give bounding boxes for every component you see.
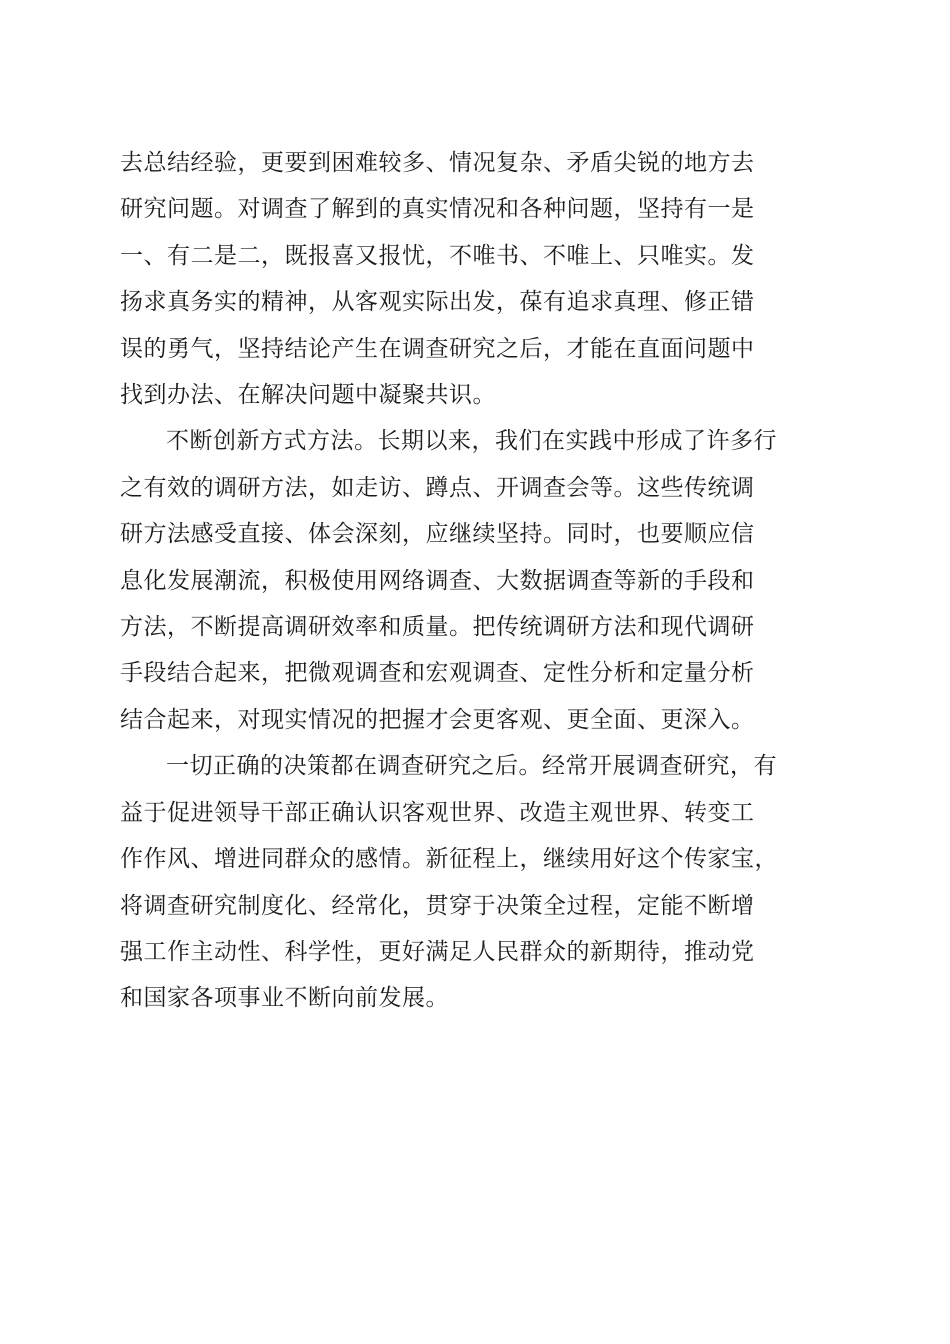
paragraph-line: 去总结经验，更要到困难较多、情况复杂、矛盾尖锐的地方去 bbox=[120, 150, 755, 176]
paragraph-1 bbox=[120, 140, 832, 418]
paragraph-line: 结合起来，对现实情况的把握才会更客观、更全面、更深入。 bbox=[120, 706, 755, 733]
paragraph-line: 方法，不断提高调研效率和质量。把传统调研方法和现代调研 bbox=[120, 614, 755, 641]
paragraph-line: 找到办法、在解决问题中凝聚共识。 bbox=[120, 382, 496, 409]
paragraph-line: 强工作主动性、科学性，更好满足人民群众的新期待，推动党 bbox=[120, 938, 755, 965]
paragraph-line: 和国家各项事业不断向前发展。 bbox=[120, 985, 449, 1012]
paragraph-line: 手段结合起来，把微观调查和宏观调查、定性分析和定量分析 bbox=[120, 660, 755, 687]
paragraph-2 bbox=[120, 418, 832, 743]
paragraph-line: 扬求真务实的精神，从客观实际出发，葆有追求真理、修正错 bbox=[120, 289, 755, 316]
paragraph-line: 不断创新方式方法。长期以来，我们在实践中形成了许多行 bbox=[166, 428, 777, 455]
paragraph-3 bbox=[120, 743, 832, 1021]
paragraph-line: 作作风、增进同群众的感情。新征程上，继续用好这个传家宝， bbox=[120, 846, 778, 873]
paragraph-line: 将调查研究制度化、经常化，贯穿于决策全过程，定能不断增 bbox=[120, 892, 755, 919]
paragraph-line: 研究问题。对调查了解到的真实情况和各种问题，坚持有一是 bbox=[120, 196, 755, 223]
paragraph-line: 一、有二是二，既报喜又报忧，不唯书、不唯上、只唯实。发 bbox=[120, 242, 755, 269]
paragraph-line: 益于促进领导干部正确认识客观世界、改造主观世界、转变工 bbox=[120, 799, 755, 826]
paragraph-line: 误的勇气，坚持结论产生在调查研究之后，才能在直面问题中 bbox=[120, 335, 755, 362]
paragraph-line: 一切正确的决策都在调查研究之后。经常开展调查研究，有 bbox=[166, 753, 777, 780]
body-text bbox=[120, 140, 832, 1022]
paragraph-line: 研方法感受直接、体会深刻，应继续坚持。同时，也要顺应信 bbox=[120, 521, 755, 548]
paragraph-line: 息化发展潮流，积极使用网络调查、大数据调查等新的手段和 bbox=[120, 567, 755, 594]
paragraph-line: 之有效的调研方法，如走访、蹲点、开调查会等。这些传统调 bbox=[120, 474, 755, 501]
